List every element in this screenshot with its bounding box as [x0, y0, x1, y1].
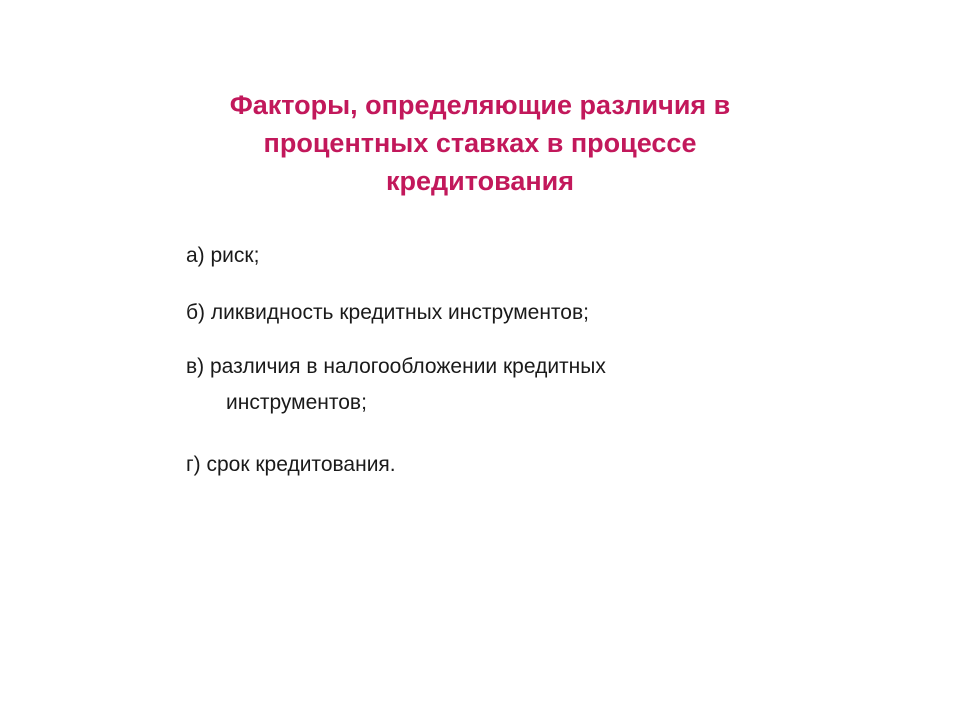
slide-title-line: Факторы, определяющие различия в [229, 90, 731, 120]
slide-title-line: процентных ставках в процессе [263, 128, 697, 158]
factor-item-text: б) ликвидность кредитных инструментов; [186, 301, 589, 324]
factor-item-text: г) срок кредитования. [186, 453, 396, 476]
factor-item-liquidity [186, 295, 589, 331]
slide-title-line: кредитования [385, 166, 575, 196]
factor-item-text: а) риск; [186, 244, 260, 267]
factor-item-text: в) различия в налогообложении кредитных [186, 355, 606, 378]
factor-item-taxation [186, 349, 606, 421]
factor-item-risk [186, 238, 259, 274]
factor-item-term [186, 447, 396, 483]
factor-item-continuation: инструментов; [226, 391, 367, 414]
slide-title [120, 86, 840, 200]
